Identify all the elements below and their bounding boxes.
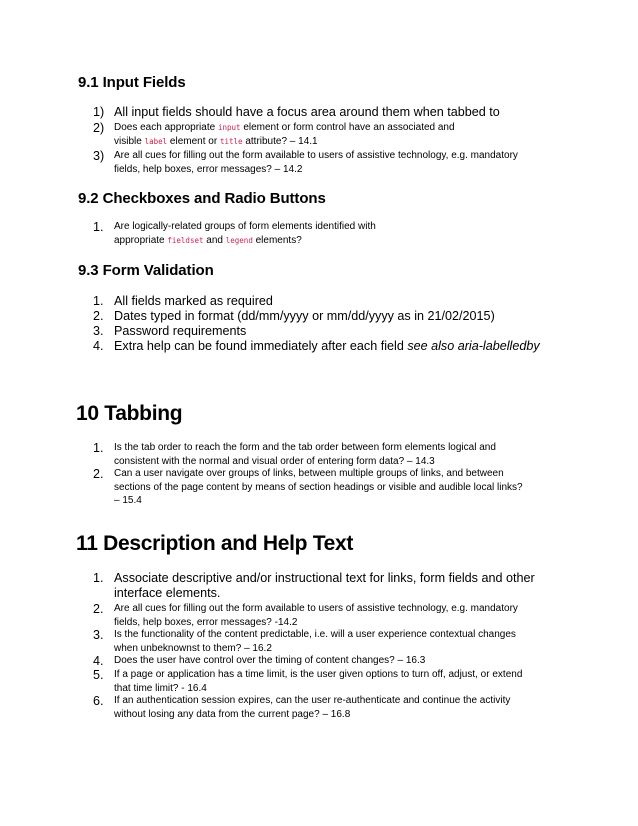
code-label: label [144,136,168,146]
list-item [78,668,568,695]
section-heading-tabbing: 10 Tabbing [76,402,183,425]
list-item-text: If a page or application has a time limit, is the user given options to turn off, adjust, or extend that time limit? - 16.4 [114,669,523,694]
section-heading-description-help: 11 Description and Help Text [76,532,354,555]
list-item-text: Associate descriptive and/or instructional text for links, form fields and other interface elements. [114,571,535,600]
list-number: 3. [93,628,104,642]
list-item-text: Does each appropriate input element or form control have an associated and visible label element or title attribute? – 14.1 [114,122,455,147]
list-item [78,571,568,601]
code-legend: legend [225,235,253,245]
list-item [78,628,568,655]
list-item [78,441,568,468]
list-item [78,149,568,176]
list-item [78,339,568,354]
list-number: 2. [93,309,104,323]
list-item [78,220,568,247]
list-number: 2. [93,467,104,481]
list-number: 1. [93,294,104,308]
list-item-text: Extra help can be found immediately after each field see also aria-labelledby [114,339,540,353]
code-input: input [217,123,241,132]
list-item-text: Are all cues for filling out the form available to users of assistive technology, e.g. mandatory fields, help boxes, error messages? – 14.2 [114,150,518,175]
list-item-text: Does the user have control over the timing of content changes? – 16.3 [114,655,426,666]
list-number: 3) [93,149,105,163]
list-number: 2) [93,121,105,135]
section-heading-checkboxes: 9.2 Checkboxes and Radio Buttons [78,190,326,207]
list-number: 1. [93,220,104,234]
list-item-text: All input fields should have a focus area around them when tabbed to [114,105,500,119]
section-heading-form-validation: 9.3 Form Validation [78,262,214,279]
list-item [78,467,568,508]
list-number: 2. [93,602,104,616]
list-item [78,294,568,309]
list-item [78,694,568,721]
list-item [78,324,568,339]
list-item [78,602,568,629]
section-heading-input-fields: 9.1 Input Fields [78,74,186,91]
code-title: title [219,136,243,146]
list-item-text: Are all cues for filling out the form available to users of assistive technology, e.g. mandatory fields, help boxes, error messages? -14.2 [114,603,518,628]
list-item [78,309,568,324]
list-item [78,105,568,120]
list-number: 1) [93,105,105,119]
list-item [78,121,568,148]
list-number: 4. [93,339,104,353]
list-item-text: Dates typed in format (dd/mm/yyyy or mm/dd/yyyy as in 21/02/2015) [114,309,495,323]
list-item-text: All fields marked as required [114,294,273,308]
list-item-text: Password requirements [114,324,247,338]
list-number: 4. [93,654,104,668]
list-item-text: Is the functionality of the content predictable, i.e. will a user experience contextual changes when unbeknownst to them? – 16.2 [114,629,516,654]
list-item-text: Are logically-related groups of form elements identified with appropriate fieldset and legend elements? [114,221,376,246]
list-number: 3. [93,324,104,338]
list-item [78,654,568,668]
list-number: 1. [93,441,104,455]
list-number: 1. [93,571,104,585]
list-number: 5. [93,668,104,682]
code-fieldset: fieldset [167,235,204,245]
list-item-text: If an authentication session expires, can the user re-authenticate and continue the activity without losing any data from the current page? – 16.8 [114,695,511,720]
list-number: 6. [93,694,104,708]
list-item-text: Is the tab order to reach the form and the tab order between form elements logical and consistent with the normal and visual order of entering form data? – 14.3 [114,442,496,467]
list-item-text: Can a user navigate over groups of links, between multiple groups of links, and between sections of the page content by means of section headings or visible and audible local links? – 15.4 [114,468,523,506]
italic-note: see also aria-labelledby [407,339,540,353]
